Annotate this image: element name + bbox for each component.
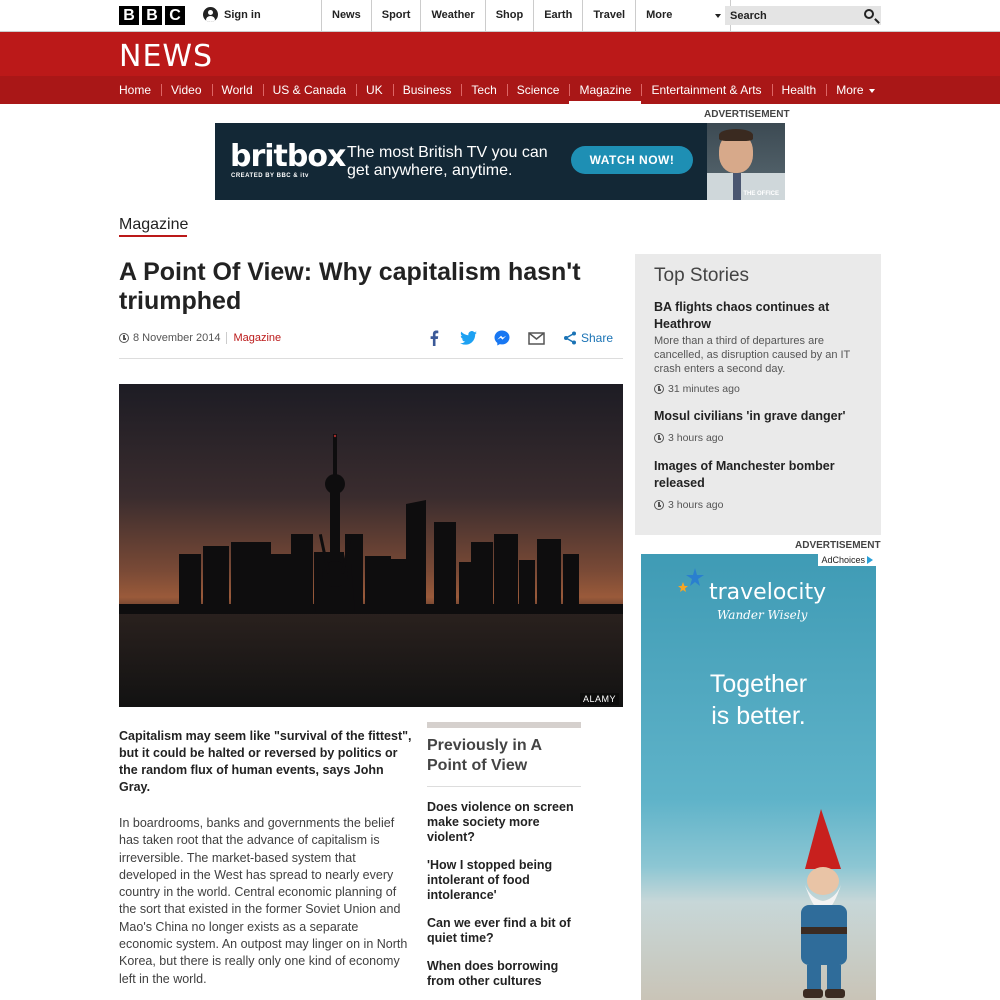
previously-link[interactable]: 'How I stopped being intolerant of food intolerance' bbox=[427, 858, 553, 902]
news-nav-home[interactable]: Home bbox=[119, 83, 152, 97]
news-nav bbox=[0, 76, 1000, 104]
ad-photo bbox=[707, 123, 785, 200]
share-label: Share bbox=[581, 331, 614, 345]
article-hero-image bbox=[119, 384, 623, 707]
user-icon bbox=[203, 7, 218, 22]
adchoices-link[interactable] bbox=[818, 554, 876, 566]
top-nav-weather[interactable]: Weather bbox=[420, 0, 484, 31]
article-category-link[interactable]: Magazine bbox=[233, 332, 282, 344]
top-bar bbox=[0, 0, 1000, 32]
article-headline: A Point Of View: Why capitalism hasn't triumphed bbox=[119, 258, 581, 315]
share-button[interactable] bbox=[563, 331, 613, 345]
top-story-time-label: 3 hours ago bbox=[668, 499, 724, 511]
news-nav-magazine[interactable]: Magazine bbox=[569, 76, 641, 104]
article-date: 8 November 2014 bbox=[133, 332, 221, 344]
travelocity-side-ad[interactable] bbox=[641, 554, 876, 1000]
section-label[interactable]: Magazine bbox=[119, 216, 189, 233]
news-nav-us-canada[interactable]: US & Canada bbox=[263, 76, 356, 104]
ad-photo-tie bbox=[733, 173, 741, 200]
article-intro: Capitalism may seem like "survival of the fittest", but it could be halted or reversed by politics or the random flux of human events, says John Gray. bbox=[119, 729, 412, 794]
top-story-time bbox=[654, 432, 864, 444]
bbc-logo-letter: B bbox=[142, 6, 162, 25]
top-nav-more[interactable] bbox=[635, 0, 731, 31]
bbc-logo[interactable] bbox=[119, 6, 185, 25]
share-icon bbox=[563, 331, 577, 345]
top-story-summary: More than a third of departures are cancelled, as disruption caused by an IT crash enters a second day. bbox=[654, 335, 851, 375]
article-meta bbox=[119, 332, 281, 344]
previously-link[interactable]: When does borrowing from other cultures bbox=[427, 959, 559, 988]
bbc-logo-letter: B bbox=[119, 6, 139, 25]
top-stories-heading: Top Stories bbox=[654, 265, 750, 286]
clock-icon bbox=[654, 384, 664, 394]
top-story-time bbox=[654, 383, 864, 395]
top-nav-sport[interactable]: Sport bbox=[371, 0, 421, 31]
top-nav bbox=[321, 0, 731, 31]
top-nav-travel[interactable]: Travel bbox=[582, 0, 635, 31]
email-icon[interactable] bbox=[527, 329, 545, 347]
britbox-subline: CREATED BY BBC & itv bbox=[231, 173, 309, 179]
headline-divider bbox=[119, 358, 623, 359]
previously-link[interactable]: Does violence on screen make society more violent? bbox=[427, 800, 574, 844]
news-nav-world[interactable]: World bbox=[212, 76, 263, 104]
share-tools bbox=[425, 329, 613, 347]
ad-photo-caption: THE OFFICE bbox=[743, 191, 779, 197]
clock-icon bbox=[654, 433, 664, 443]
bbc-logo-letter: C bbox=[165, 6, 185, 25]
travelocity-headline-line: Together bbox=[709, 670, 808, 698]
news-nav-business[interactable]: Business bbox=[393, 76, 462, 104]
chevron-down-icon bbox=[869, 89, 875, 93]
top-nav-shop[interactable]: Shop bbox=[485, 0, 534, 31]
news-banner bbox=[0, 32, 1000, 76]
top-story[interactable] bbox=[654, 299, 864, 395]
search-icon[interactable] bbox=[864, 9, 874, 19]
sign-in-label: Sign in bbox=[224, 8, 261, 21]
previously-box bbox=[427, 722, 581, 989]
skyline-photo bbox=[119, 384, 623, 707]
news-nav-more[interactable] bbox=[826, 76, 884, 104]
top-nav-news[interactable]: News bbox=[321, 0, 371, 31]
twitter-icon[interactable] bbox=[459, 329, 477, 347]
previously-link[interactable]: Can we ever find a bit of quiet time? bbox=[427, 916, 571, 945]
news-nav-tech[interactable]: Tech bbox=[461, 76, 506, 104]
gnome-figure bbox=[791, 809, 871, 1000]
advertisement-label: ADVERTISEMENT bbox=[704, 109, 790, 120]
news-wordmark[interactable]: NEWS bbox=[119, 39, 214, 74]
travelocity-logo: travelocity bbox=[709, 580, 827, 605]
top-story[interactable] bbox=[654, 408, 864, 444]
news-nav-health[interactable]: Health bbox=[772, 76, 827, 104]
chevron-down-icon bbox=[715, 14, 721, 18]
ad-photo-hair bbox=[719, 129, 753, 141]
adchoices-label: AdChoices bbox=[821, 555, 865, 565]
britbox-logo: britbox bbox=[230, 139, 346, 174]
news-nav-science[interactable]: Science bbox=[507, 76, 570, 104]
britbox-tagline: The most British TV you can get anywhere, anytime. bbox=[347, 144, 548, 179]
top-stories-panel bbox=[635, 254, 881, 535]
top-story-title[interactable]: Images of Manchester bomber released bbox=[654, 459, 835, 490]
news-nav-uk[interactable]: UK bbox=[356, 76, 393, 104]
travelocity-headline bbox=[641, 668, 876, 732]
article-body-paragraph: In boardrooms, banks and governments the belief has taken root that the advance of capitalism is irreversible. The market-based system that developed in the West has spread to nearly every country in the world. Central economic planning of the sort that existed in the former Soviet Union and Mao's China no longer exists as a separate economic system. An outpost may linger on in North Korea, but there is really only one kind of economy left in the world. bbox=[119, 816, 408, 986]
top-story[interactable] bbox=[654, 458, 864, 511]
top-story-time-label: 3 hours ago bbox=[668, 432, 724, 444]
previously-title: Previously in A Point of View bbox=[427, 736, 581, 787]
britbox-banner-ad[interactable] bbox=[215, 123, 785, 200]
messenger-icon[interactable] bbox=[493, 329, 511, 347]
search-box bbox=[725, 6, 881, 25]
clock-icon bbox=[654, 500, 664, 510]
top-nav-more-label: More bbox=[646, 9, 673, 21]
travelocity-headline-line: is better. bbox=[711, 702, 806, 730]
top-story-time bbox=[654, 499, 864, 511]
news-nav-video[interactable]: Video bbox=[161, 76, 211, 104]
watch-now-button[interactable]: WATCH NOW! bbox=[571, 146, 693, 174]
image-credit: ALAMY bbox=[580, 693, 619, 705]
top-nav-earth[interactable]: Earth bbox=[533, 0, 582, 31]
clock-icon bbox=[119, 333, 129, 343]
adchoices-icon bbox=[867, 556, 873, 564]
news-nav-more-label: More bbox=[836, 83, 864, 97]
top-story-title[interactable]: BA flights chaos continues at Heathrow bbox=[654, 300, 830, 331]
top-story-title[interactable]: Mosul civilians 'in grave danger' bbox=[654, 409, 846, 423]
advertisement-label: ADVERTISEMENT bbox=[795, 540, 881, 551]
travelocity-slogan: Wander Wisely bbox=[717, 608, 808, 622]
star-icon bbox=[675, 564, 709, 598]
facebook-icon[interactable] bbox=[425, 329, 443, 347]
search-input[interactable] bbox=[725, 7, 855, 26]
news-nav-entertainment-arts[interactable]: Entertainment & Arts bbox=[641, 76, 771, 104]
top-story-time-label: 31 minutes ago bbox=[668, 383, 740, 395]
sign-in-link[interactable] bbox=[203, 7, 261, 22]
section-underline bbox=[119, 235, 187, 237]
meta-divider bbox=[226, 332, 227, 344]
previously-top-rule bbox=[427, 722, 581, 728]
